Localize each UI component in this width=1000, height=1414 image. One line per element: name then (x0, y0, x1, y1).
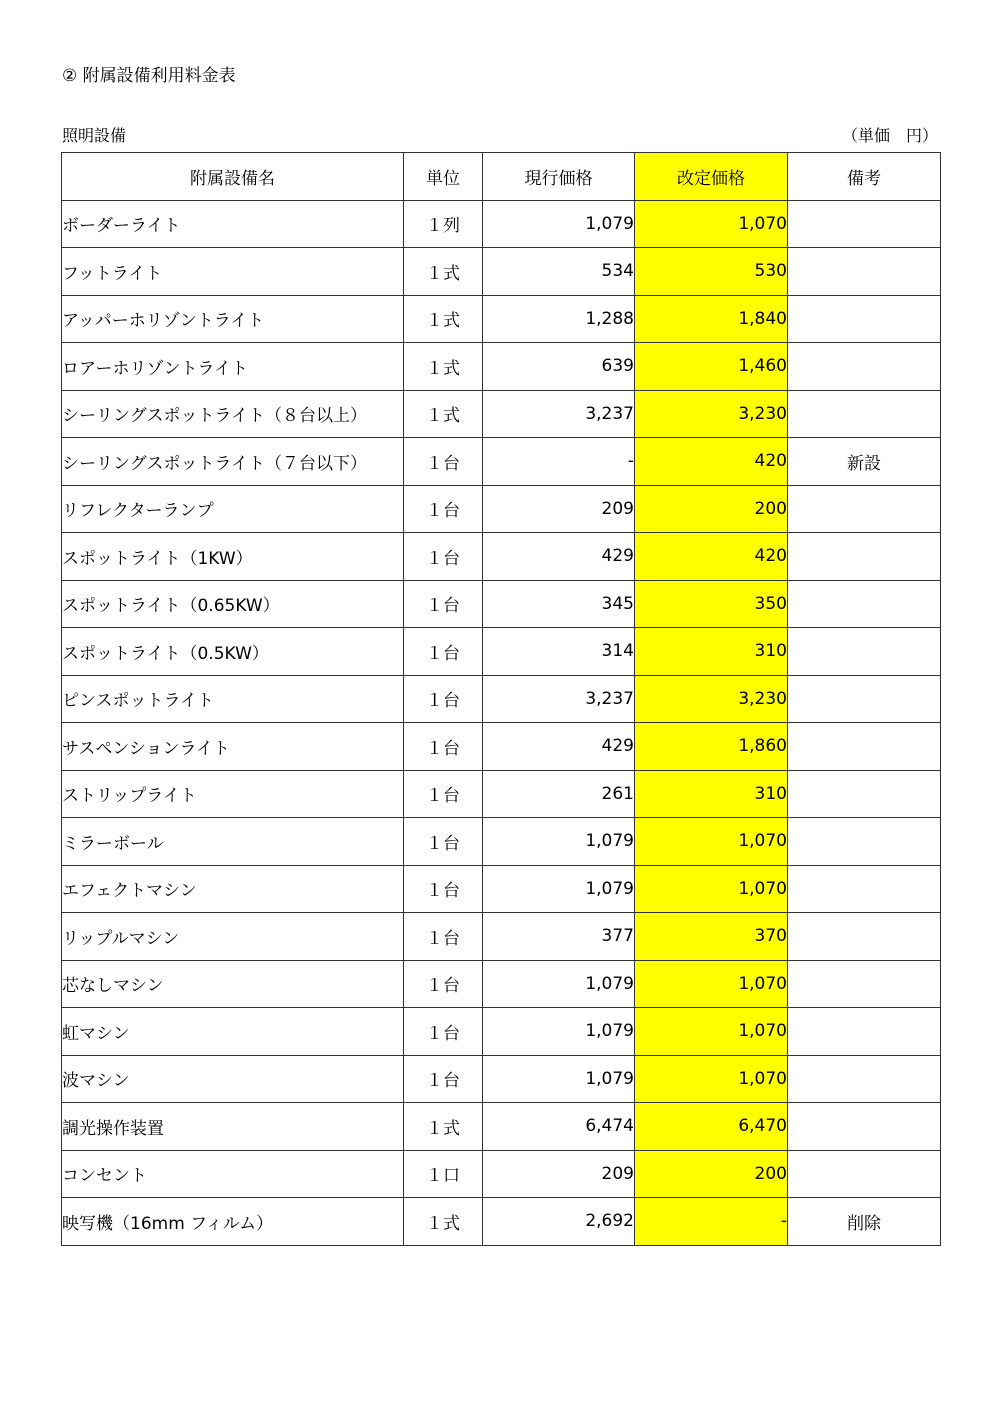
equipment-name-cell: 調光操作装置 (62, 1103, 404, 1151)
unit-cell: １台 (404, 1008, 483, 1056)
current-price-cell: - (483, 438, 635, 486)
table-row (62, 628, 941, 676)
current-price-cell: 429 (483, 533, 635, 581)
revised-price-cell: 1,460 (635, 343, 788, 391)
current-price-cell: 1,079 (483, 960, 635, 1008)
unit-cell: １台 (404, 485, 483, 533)
revised-price-cell: 1,070 (635, 200, 788, 248)
table-row (62, 675, 941, 723)
table-row (62, 200, 941, 248)
equipment-name-cell: ピンスポットライト (62, 675, 404, 723)
page-title: ② 附属設備利用料金表 (62, 66, 236, 86)
equipment-name-cell: コンセント (62, 1150, 404, 1198)
unit-cell: １台 (404, 913, 483, 961)
unit-cell: １台 (404, 1055, 483, 1103)
table-row (62, 580, 941, 628)
current-price-cell: 1,079 (483, 200, 635, 248)
revised-price-cell: 310 (635, 770, 788, 818)
table-row (62, 1055, 941, 1103)
header-revised-price: 改定価格 (635, 153, 788, 201)
revised-price-cell: 6,470 (635, 1103, 788, 1151)
equipment-name-cell: アッパーホリゾントライト (62, 295, 404, 343)
note-cell (788, 628, 941, 676)
current-price-cell: 3,237 (483, 675, 635, 723)
current-price-cell: 261 (483, 770, 635, 818)
revised-price-cell: 1,840 (635, 295, 788, 343)
current-price-cell: 209 (483, 1150, 635, 1198)
unit-cell: １列 (404, 200, 483, 248)
revised-price-cell: 1,070 (635, 818, 788, 866)
revised-price-cell: 3,230 (635, 675, 788, 723)
unit-cell: １台 (404, 770, 483, 818)
note-cell (788, 295, 941, 343)
unit-cell: １式 (404, 1103, 483, 1151)
unit-cell: １台 (404, 675, 483, 723)
table-row (62, 248, 941, 296)
current-price-cell: 345 (483, 580, 635, 628)
table-row (62, 295, 941, 343)
table-row (62, 485, 941, 533)
current-price-cell: 1,079 (483, 1055, 635, 1103)
current-price-cell: 209 (483, 485, 635, 533)
note-cell (788, 913, 941, 961)
current-price-cell: 639 (483, 343, 635, 391)
table-row (62, 390, 941, 438)
revised-price-cell: 1,860 (635, 723, 788, 771)
unit-cell: １台 (404, 628, 483, 676)
equipment-name-cell: エフェクトマシン (62, 865, 404, 913)
note-cell (788, 770, 941, 818)
equipment-name-cell: リップルマシン (62, 913, 404, 961)
revised-price-cell: 200 (635, 485, 788, 533)
note-cell: 新設 (788, 438, 941, 486)
equipment-name-cell: ロアーホリゾントライト (62, 343, 404, 391)
table-row (62, 1198, 941, 1246)
table-row (62, 818, 941, 866)
equipment-name-cell: ミラーボール (62, 818, 404, 866)
unit-cell: １台 (404, 723, 483, 771)
table-row (62, 438, 941, 486)
revised-price-cell: 1,070 (635, 1055, 788, 1103)
table-row (62, 1008, 941, 1056)
note-cell (788, 818, 941, 866)
current-price-cell: 1,288 (483, 295, 635, 343)
note-cell (788, 675, 941, 723)
table-row (62, 913, 941, 961)
table-header-row (62, 153, 941, 201)
note-cell: 削除 (788, 1198, 941, 1246)
current-price-cell: 1,079 (483, 865, 635, 913)
note-cell (788, 200, 941, 248)
note-cell (788, 723, 941, 771)
note-cell (788, 390, 941, 438)
equipment-name-cell: リフレクターランプ (62, 485, 404, 533)
equipment-name-cell: スポットライト（0.65KW） (62, 580, 404, 628)
table-body (62, 200, 941, 1245)
current-price-cell: 429 (483, 723, 635, 771)
table-row (62, 770, 941, 818)
current-price-cell: 2,692 (483, 1198, 635, 1246)
note-cell (788, 1103, 941, 1151)
unit-note: （単価 円） (841, 126, 938, 145)
revised-price-cell: 420 (635, 438, 788, 486)
equipment-name-cell: 波マシン (62, 1055, 404, 1103)
equipment-name-cell: スポットライト（1KW） (62, 533, 404, 581)
unit-cell: １式 (404, 295, 483, 343)
revised-price-cell: - (635, 1198, 788, 1246)
unit-cell: １台 (404, 865, 483, 913)
revised-price-cell: 1,070 (635, 960, 788, 1008)
header-current-price: 現行価格 (483, 153, 635, 201)
revised-price-cell: 370 (635, 913, 788, 961)
current-price-cell: 1,079 (483, 818, 635, 866)
equipment-name-cell: 映写機（16mm フィルム） (62, 1198, 404, 1246)
table-row (62, 723, 941, 771)
current-price-cell: 3,237 (483, 390, 635, 438)
revised-price-cell: 1,070 (635, 865, 788, 913)
equipment-name-cell: ストリップライト (62, 770, 404, 818)
unit-cell: １台 (404, 533, 483, 581)
note-cell (788, 485, 941, 533)
revised-price-cell: 310 (635, 628, 788, 676)
table-row (62, 343, 941, 391)
revised-price-cell: 3,230 (635, 390, 788, 438)
table-row (62, 1103, 941, 1151)
equipment-name-cell: 芯なしマシン (62, 960, 404, 1008)
revised-price-cell: 200 (635, 1150, 788, 1198)
unit-cell: １式 (404, 248, 483, 296)
note-cell (788, 580, 941, 628)
current-price-cell: 1,079 (483, 1008, 635, 1056)
equipment-name-cell: ボーダーライト (62, 200, 404, 248)
equipment-name-cell: スポットライト（0.5KW） (62, 628, 404, 676)
table-row (62, 1150, 941, 1198)
table-row (62, 865, 941, 913)
fee-table (61, 152, 941, 1246)
note-cell (788, 865, 941, 913)
unit-cell: １台 (404, 580, 483, 628)
revised-price-cell: 1,070 (635, 1008, 788, 1056)
section-title: 照明設備 (62, 126, 127, 145)
equipment-name-cell: シーリングスポットライト（８台以上） (62, 390, 404, 438)
note-cell (788, 1008, 941, 1056)
unit-cell: １式 (404, 343, 483, 391)
current-price-cell: 6,474 (483, 1103, 635, 1151)
unit-cell: １式 (404, 390, 483, 438)
table-row (62, 533, 941, 581)
current-price-cell: 534 (483, 248, 635, 296)
header-unit: 単位 (404, 153, 483, 201)
equipment-name-cell: サスペンションライト (62, 723, 404, 771)
header-name: 附属設備名 (62, 153, 404, 201)
unit-cell: １口 (404, 1150, 483, 1198)
header-note: 備考 (788, 153, 941, 201)
table-row (62, 960, 941, 1008)
revised-price-cell: 420 (635, 533, 788, 581)
current-price-cell: 314 (483, 628, 635, 676)
note-cell (788, 248, 941, 296)
unit-cell: １式 (404, 1198, 483, 1246)
current-price-cell: 377 (483, 913, 635, 961)
unit-cell: １台 (404, 960, 483, 1008)
note-cell (788, 1150, 941, 1198)
unit-cell: １台 (404, 818, 483, 866)
equipment-name-cell: シーリングスポットライト（７台以下） (62, 438, 404, 486)
note-cell (788, 343, 941, 391)
note-cell (788, 533, 941, 581)
note-cell (788, 1055, 941, 1103)
revised-price-cell: 530 (635, 248, 788, 296)
equipment-name-cell: フットライト (62, 248, 404, 296)
revised-price-cell: 350 (635, 580, 788, 628)
equipment-name-cell: 虹マシン (62, 1008, 404, 1056)
unit-cell: １台 (404, 438, 483, 486)
note-cell (788, 960, 941, 1008)
